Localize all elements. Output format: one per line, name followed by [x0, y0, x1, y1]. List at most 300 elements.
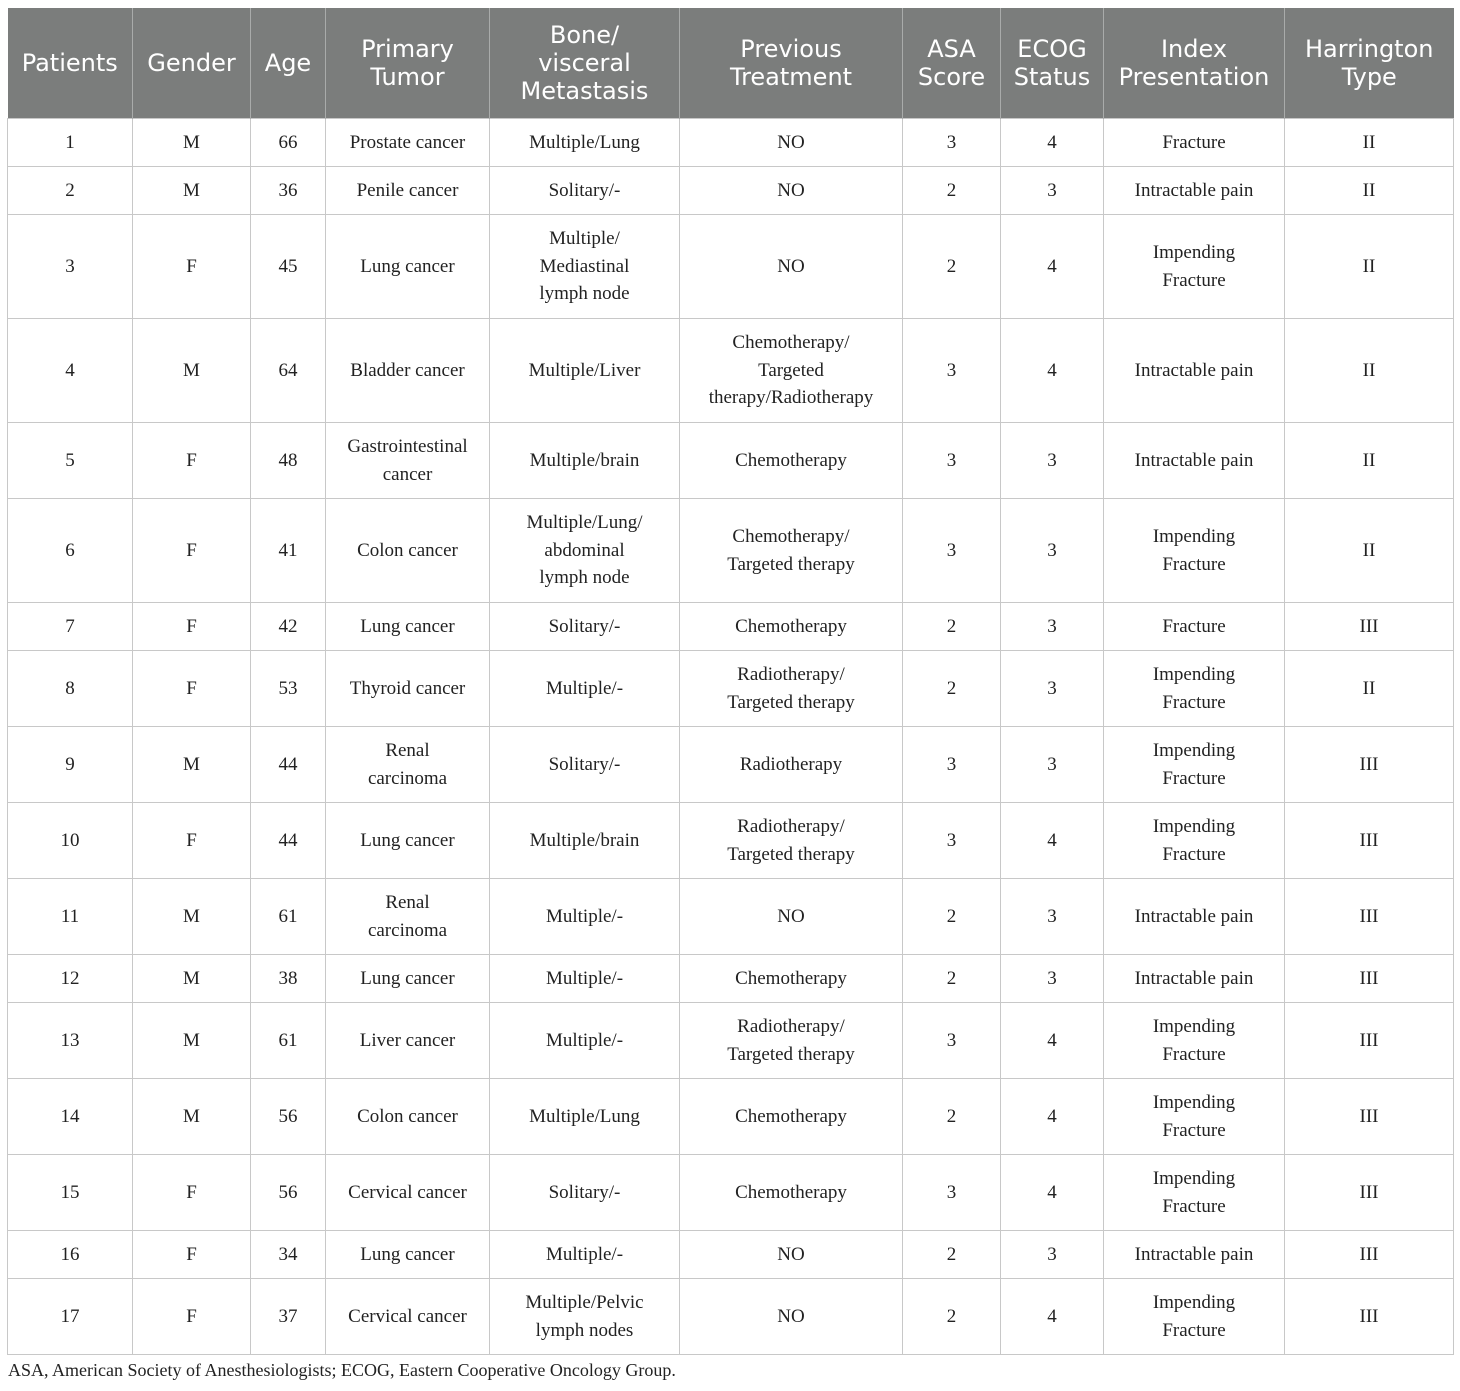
cell-line: 61 [278, 905, 298, 927]
cell-age [251, 879, 326, 955]
cell-previous-treatment [680, 1079, 903, 1155]
cell-line: 3 [946, 1181, 957, 1203]
cell-line: 7 [65, 615, 75, 637]
cell-line: 3 [1047, 615, 1057, 637]
cell-line: 34 [278, 1243, 298, 1265]
cell-line: 36 [278, 179, 298, 201]
cell-line: Fracture [1162, 615, 1226, 637]
cell-asa-score [903, 499, 1001, 603]
cell-line: 56 [278, 1181, 298, 1203]
cell-previous-treatment [680, 423, 903, 499]
cell-age [251, 119, 326, 167]
cell-line: 16 [60, 1243, 80, 1265]
cell-ecog-status [1001, 803, 1104, 879]
header-line: Tumor [370, 63, 445, 91]
cell-line: 2 [946, 255, 957, 277]
cell-age [251, 727, 326, 803]
cell-line: III [1359, 905, 1379, 927]
header-line: Presentation [1118, 63, 1270, 91]
cell-line: Intractable pain [1134, 179, 1254, 201]
cell-line: 66 [278, 131, 298, 153]
cell-line: 2 [946, 1243, 957, 1265]
cell-line: 56 [278, 1105, 298, 1127]
cell-asa-score [903, 1279, 1001, 1355]
cell-line: Multiple/- [545, 905, 624, 927]
cell-line: Multiple/ [549, 228, 620, 250]
cell-metastasis [490, 727, 680, 803]
cell-index-presentation [1104, 651, 1285, 727]
header-line: Index [1160, 35, 1228, 63]
cell-previous-treatment [680, 955, 903, 1003]
header-line: Harrington [1305, 35, 1434, 63]
header-line: ASA [927, 35, 976, 63]
cell-line: Radiotherapy/ [737, 664, 845, 685]
cell-line: therapy/Radiotherapy [708, 387, 874, 409]
cell-line: Thyroid cancer [349, 677, 466, 699]
cell-line: III [1359, 1105, 1379, 1127]
table-row [8, 727, 1454, 803]
cell-age [251, 803, 326, 879]
cell-line: Gastrointestinal [347, 436, 468, 457]
cell-line: 44 [278, 753, 298, 775]
column-header-metastasis [490, 8, 680, 119]
cell-line: III [1359, 829, 1379, 851]
cell-line: F [186, 615, 197, 637]
cell-patients [8, 1279, 133, 1355]
cell-patients [8, 119, 133, 167]
cell-metastasis [490, 423, 680, 499]
cell-line: Multiple/brain [529, 829, 640, 851]
cell-line: F [186, 255, 197, 277]
cell-age [251, 215, 326, 319]
cell-patients [8, 215, 133, 319]
cell-line: NO [777, 1305, 805, 1327]
table-row [8, 119, 1454, 167]
cell-primary-tumor [326, 603, 490, 651]
cell-previous-treatment [680, 167, 903, 215]
cell-line: Targeted therapy [727, 553, 855, 575]
cell-age [251, 319, 326, 423]
cell-line: 61 [278, 1029, 298, 1051]
cell-ecog-status [1001, 1079, 1104, 1155]
cell-previous-treatment [680, 603, 903, 651]
cell-previous-treatment [680, 651, 903, 727]
cell-index-presentation [1104, 167, 1285, 215]
cell-patients [8, 879, 133, 955]
cell-harrington-type [1285, 1003, 1454, 1079]
cell-gender [133, 955, 251, 1003]
cell-line: Solitary/- [548, 1181, 621, 1203]
cell-line: 5 [65, 449, 75, 471]
cell-line: II [1362, 255, 1376, 277]
cell-asa-score [903, 727, 1001, 803]
cell-gender [133, 1231, 251, 1279]
cell-line: carcinoma [367, 919, 448, 941]
cell-patients [8, 727, 133, 803]
cell-previous-treatment [680, 1003, 903, 1079]
cell-index-presentation [1104, 119, 1285, 167]
cell-gender [133, 651, 251, 727]
cell-age [251, 1079, 326, 1155]
cell-line: F [186, 1305, 197, 1327]
cell-line: III [1359, 967, 1379, 989]
cell-line: 48 [278, 449, 298, 471]
cell-line: Impending [1152, 816, 1236, 837]
cell-index-presentation [1104, 879, 1285, 955]
cell-line: Chemotherapy [735, 1181, 847, 1203]
cell-line: abdominal [544, 539, 625, 561]
cell-index-presentation [1104, 1003, 1285, 1079]
cell-index-presentation [1104, 727, 1285, 803]
cell-line: Multiple/Pelvic [525, 1292, 644, 1313]
cell-asa-score [903, 955, 1001, 1003]
cell-patients [8, 423, 133, 499]
header-line: ECOG [1017, 35, 1087, 63]
cell-primary-tumor [326, 499, 490, 603]
cell-metastasis [490, 167, 680, 215]
cell-ecog-status [1001, 215, 1104, 319]
cell-line: lymph nodes [535, 1319, 634, 1341]
cell-ecog-status [1001, 499, 1104, 603]
cell-line: 3 [1047, 905, 1057, 927]
cell-line: Targeted therapy [727, 843, 855, 865]
cell-line: 17 [60, 1305, 80, 1327]
cell-ecog-status [1001, 955, 1104, 1003]
column-header-index-presentation [1104, 8, 1285, 119]
cell-line: Intractable pain [1134, 1243, 1254, 1265]
cell-primary-tumor [326, 119, 490, 167]
cell-line: 37 [278, 1305, 298, 1327]
cell-line: M [183, 179, 200, 201]
cell-line: Radiotherapy/ [737, 816, 845, 837]
cell-line: 13 [60, 1029, 80, 1051]
cell-gender [133, 879, 251, 955]
cell-previous-treatment [680, 803, 903, 879]
cell-primary-tumor [326, 167, 490, 215]
table-row [8, 215, 1454, 319]
cell-primary-tumor [326, 1079, 490, 1155]
cell-line: M [183, 131, 200, 153]
table-body [8, 119, 1454, 1355]
cell-line: Intractable pain [1134, 967, 1254, 989]
header-line: Patients [21, 49, 118, 77]
cell-asa-score [903, 215, 1001, 319]
cell-age [251, 1155, 326, 1231]
cell-primary-tumor [326, 651, 490, 727]
cell-line: 3 [946, 753, 957, 775]
cell-line: Impending [1152, 526, 1236, 547]
cell-harrington-type [1285, 215, 1454, 319]
cell-ecog-status [1001, 603, 1104, 651]
cell-line: Lung cancer [360, 829, 455, 851]
cell-line: Fracture [1162, 1319, 1226, 1341]
cell-line: 2 [946, 1305, 957, 1327]
header-line: Age [264, 49, 312, 77]
cell-harrington-type [1285, 603, 1454, 651]
cell-gender [133, 215, 251, 319]
cell-line: 1 [65, 131, 75, 153]
cell-line: Intractable pain [1134, 905, 1254, 927]
cell-primary-tumor [326, 319, 490, 423]
cell-harrington-type [1285, 727, 1454, 803]
cell-metastasis [490, 651, 680, 727]
cell-line: Lung cancer [360, 615, 455, 637]
cell-index-presentation [1104, 1155, 1285, 1231]
cell-patients [8, 1079, 133, 1155]
cell-line: F [186, 677, 197, 699]
cell-line: 38 [278, 967, 298, 989]
cell-age [251, 603, 326, 651]
cell-line: Chemotherapy [735, 1105, 847, 1127]
cell-metastasis [490, 499, 680, 603]
cell-line: M [183, 1029, 200, 1051]
cell-line: NO [777, 255, 805, 277]
cell-line: M [183, 359, 200, 381]
cell-line: 4 [1047, 255, 1057, 277]
cell-line: 41 [278, 539, 298, 561]
cell-line: 10 [60, 829, 80, 851]
cell-age [251, 1003, 326, 1079]
header-line: Type [1341, 63, 1397, 91]
cell-line: Fracture [1162, 131, 1226, 153]
table-row [8, 955, 1454, 1003]
cell-line: III [1359, 615, 1379, 637]
cell-line: Impending [1152, 1016, 1236, 1037]
cell-metastasis [490, 215, 680, 319]
cell-gender [133, 319, 251, 423]
cell-primary-tumor [326, 727, 490, 803]
table-row [8, 167, 1454, 215]
cell-line: Impending [1152, 1092, 1236, 1113]
cell-line: cancer [382, 463, 433, 485]
cell-gender [133, 423, 251, 499]
cell-line: Lung cancer [360, 1243, 455, 1265]
cell-asa-score [903, 119, 1001, 167]
cell-line: Colon cancer [357, 539, 458, 561]
cell-line: 11 [60, 905, 80, 927]
cell-line: F [186, 539, 197, 561]
cell-line: Targeted [758, 359, 824, 381]
cell-line: Fracture [1162, 553, 1226, 575]
cell-previous-treatment [680, 1279, 903, 1355]
cell-ecog-status [1001, 1003, 1104, 1079]
cell-line: 2 [946, 179, 957, 201]
cell-gender [133, 803, 251, 879]
cell-line: Penile cancer [356, 179, 459, 201]
cell-line: F [186, 1243, 197, 1265]
cell-patients [8, 1003, 133, 1079]
cell-metastasis [490, 1231, 680, 1279]
column-header-gender [133, 8, 251, 119]
cell-line: Fracture [1162, 269, 1226, 291]
cell-line: II [1362, 131, 1376, 153]
cell-patients [8, 499, 133, 603]
header-line: Status [1013, 63, 1091, 91]
cell-line: 2 [65, 179, 75, 201]
cell-line: 64 [278, 359, 298, 381]
cell-harrington-type [1285, 167, 1454, 215]
table-row [8, 1003, 1454, 1079]
column-header-primary-tumor [326, 8, 490, 119]
cell-age [251, 1231, 326, 1279]
cell-line: Solitary/- [548, 615, 621, 637]
cell-line: 4 [1047, 359, 1057, 381]
cell-line: Impending [1152, 740, 1236, 761]
table-row [8, 879, 1454, 955]
cell-line: 3 [946, 539, 957, 561]
cell-line: Impending [1152, 242, 1236, 263]
cell-index-presentation [1104, 1231, 1285, 1279]
cell-line: Renal [385, 740, 430, 761]
cell-line: Multiple/Lung [529, 131, 640, 153]
cell-line: 15 [60, 1181, 80, 1203]
table-row [8, 651, 1454, 727]
cell-patients [8, 167, 133, 215]
cell-line: 3 [1047, 179, 1057, 201]
cell-line: III [1359, 1029, 1379, 1051]
cell-metastasis [490, 1003, 680, 1079]
cell-line: M [183, 1105, 200, 1127]
cell-line: Fracture [1162, 767, 1226, 789]
cell-asa-score [903, 1231, 1001, 1279]
cell-primary-tumor [326, 803, 490, 879]
cell-age [251, 423, 326, 499]
header-line: Primary [361, 35, 454, 63]
cell-line: 3 [946, 359, 957, 381]
column-header-harrington-type [1285, 8, 1454, 119]
cell-harrington-type [1285, 319, 1454, 423]
cell-asa-score [903, 1155, 1001, 1231]
cell-line: Bladder cancer [350, 359, 465, 381]
cell-line: 12 [60, 967, 80, 989]
cell-line: Solitary/- [548, 753, 621, 775]
cell-harrington-type [1285, 499, 1454, 603]
cell-line: 3 [1047, 753, 1057, 775]
cell-index-presentation [1104, 1079, 1285, 1155]
cell-line: Multiple/- [545, 677, 624, 699]
cell-line: Liver cancer [359, 1029, 456, 1051]
table-header-row [8, 8, 1454, 119]
cell-line: 4 [1047, 1181, 1057, 1203]
header-line: Bone/ [549, 21, 620, 49]
cell-harrington-type [1285, 955, 1454, 1003]
patient-table [7, 8, 1454, 1355]
cell-gender [133, 1155, 251, 1231]
cell-line: NO [777, 905, 805, 927]
cell-age [251, 167, 326, 215]
cell-line: Intractable pain [1134, 449, 1254, 471]
cell-line: Multiple/- [545, 967, 624, 989]
column-header-age [251, 8, 326, 119]
patient-table-container [7, 8, 1453, 1355]
cell-previous-treatment [680, 215, 903, 319]
cell-line: Fracture [1162, 843, 1226, 865]
cell-line: III [1359, 753, 1379, 775]
cell-previous-treatment [680, 727, 903, 803]
cell-primary-tumor [326, 215, 490, 319]
cell-line: F [186, 829, 197, 851]
cell-line: 3 [65, 255, 75, 277]
cell-primary-tumor [326, 1155, 490, 1231]
cell-line: Multiple/brain [529, 449, 640, 471]
cell-index-presentation [1104, 499, 1285, 603]
cell-asa-score [903, 603, 1001, 651]
cell-line: 2 [946, 1105, 957, 1127]
cell-asa-score [903, 803, 1001, 879]
cell-line: 42 [278, 615, 298, 637]
cell-ecog-status [1001, 651, 1104, 727]
cell-line: 3 [946, 829, 957, 851]
cell-gender [133, 603, 251, 651]
cell-index-presentation [1104, 1279, 1285, 1355]
cell-line: II [1362, 539, 1376, 561]
cell-patients [8, 955, 133, 1003]
cell-metastasis [490, 803, 680, 879]
cell-line: 4 [1047, 829, 1057, 851]
cell-line: 2 [946, 677, 957, 699]
cell-line: Fracture [1162, 1119, 1226, 1141]
cell-asa-score [903, 167, 1001, 215]
cell-primary-tumor [326, 423, 490, 499]
cell-previous-treatment [680, 879, 903, 955]
cell-gender [133, 119, 251, 167]
cell-line: Targeted therapy [727, 1043, 855, 1065]
table-row [8, 1079, 1454, 1155]
cell-line: Fracture [1162, 1043, 1226, 1065]
cell-line: 4 [1047, 1105, 1057, 1127]
cell-line: Cervical cancer [348, 1181, 467, 1203]
cell-line: Chemotherapy/ [732, 526, 850, 547]
cell-line: lymph node [539, 283, 630, 305]
cell-metastasis [490, 603, 680, 651]
cell-previous-treatment [680, 319, 903, 423]
column-header-previous-treatment [680, 8, 903, 119]
cell-line: III [1359, 1305, 1379, 1327]
header-line: Score [917, 63, 986, 91]
cell-line: 8 [65, 677, 75, 699]
cell-index-presentation [1104, 215, 1285, 319]
cell-line: 44 [278, 829, 298, 851]
cell-line: 3 [1047, 967, 1057, 989]
cell-line: 14 [60, 1105, 80, 1127]
cell-previous-treatment [680, 1155, 903, 1231]
cell-line: Impending [1152, 1292, 1236, 1313]
cell-gender [133, 1003, 251, 1079]
cell-asa-score [903, 879, 1001, 955]
cell-line: Chemotherapy [735, 449, 847, 471]
cell-ecog-status [1001, 879, 1104, 955]
cell-primary-tumor [326, 955, 490, 1003]
table-row [8, 803, 1454, 879]
cell-harrington-type [1285, 1279, 1454, 1355]
cell-line: M [183, 967, 200, 989]
cell-line: 4 [1047, 131, 1057, 153]
column-header-asa-score [903, 8, 1001, 119]
cell-line: Cervical cancer [348, 1305, 467, 1327]
cell-primary-tumor [326, 1231, 490, 1279]
cell-harrington-type [1285, 803, 1454, 879]
cell-line: 53 [278, 677, 298, 699]
header-line: visceral [538, 49, 631, 77]
cell-line: 4 [1047, 1305, 1057, 1327]
cell-line: II [1362, 359, 1376, 381]
cell-line: Lung cancer [360, 255, 455, 277]
cell-line: Fracture [1162, 1195, 1226, 1217]
cell-index-presentation [1104, 955, 1285, 1003]
cell-line: NO [777, 1243, 805, 1265]
cell-primary-tumor [326, 1279, 490, 1355]
cell-gender [133, 1279, 251, 1355]
